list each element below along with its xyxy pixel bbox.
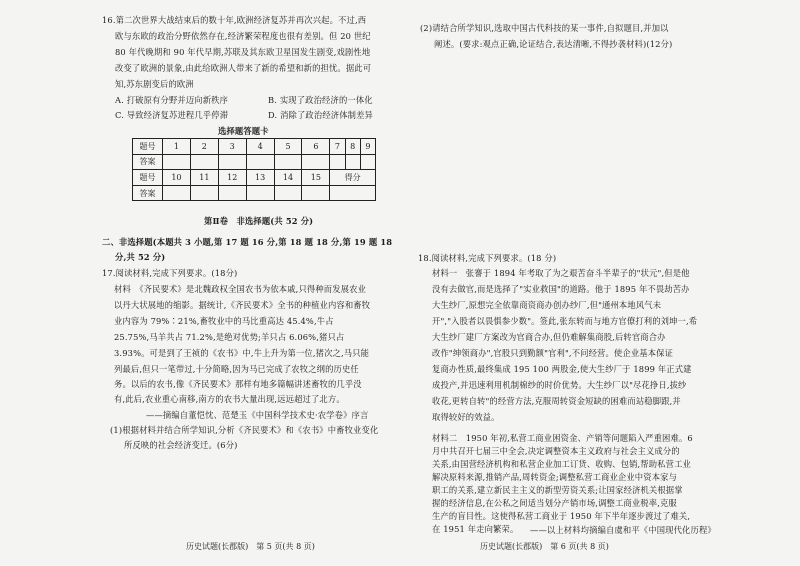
q17-material-line: 以丹大状展地的缩影。据统计,《齐民要术》全书的种植业内容和畜牧 — [114, 300, 371, 310]
table-cell: 7 — [330, 139, 345, 155]
q16-option-a[interactable]: A. 打破原有分野并迈向新秩序 — [115, 95, 229, 105]
table-cell: 13 — [246, 170, 274, 186]
q17-material-line: 列最后,但只一笔带过,十分简略,因为马已完成了农牧之纲的历史任 — [114, 364, 359, 374]
q18-material-1-line: 复商办性质,最终集成 195 100 两股金,使大生纱厂于 1899 年正式建 — [432, 364, 692, 374]
table-cell: 题号 — [133, 139, 163, 155]
q18-material-2-line: 职工的关系,建立新民主主义的新型劳资关系;让国家经济机关根据掌 — [432, 485, 683, 495]
q17-title: 17.阅读材料,完成下列要求。(18分) — [102, 268, 238, 278]
answer-cell[interactable] — [274, 185, 302, 201]
answer-table — [132, 138, 376, 201]
q17-requirement-1: (1)根据材料并结合所学知识,分析《齐民要术》和《农书》中畜牧业变化 — [110, 425, 379, 435]
table-cell: 10 — [163, 170, 191, 186]
answer-cell[interactable] — [246, 185, 274, 201]
score-cell: 得分 — [330, 170, 376, 186]
answer-cell[interactable] — [163, 185, 191, 201]
score-value-cell[interactable] — [330, 185, 376, 201]
answer-cell[interactable] — [274, 154, 302, 170]
table-cell: 8 — [345, 139, 360, 155]
section-2-title: 第Ⅱ卷 非选择题(共 52 分) — [204, 216, 314, 226]
section-2-instructions: 分,共 52 分) — [115, 252, 166, 262]
answer-cell[interactable] — [218, 185, 246, 201]
answer-cell[interactable] — [345, 154, 360, 170]
section-2-instructions: 二、非选择题(本题共 3 小题,第 17 题 16 分,第 18 题 18 分,第 19 题 18 — [102, 237, 393, 247]
q16-option-d[interactable]: D. 消除了政治经济体制差异 — [268, 110, 373, 120]
q16-option-b[interactable]: B. 实现了政治经济的一体化 — [268, 95, 373, 105]
q16-stem-line: 知,苏东剧变后的欧洲 — [115, 79, 194, 89]
q17-requirement-1: 所反映的社会经济变迁。(6分) — [124, 440, 238, 450]
table-row — [133, 185, 376, 201]
q17-material-line: 材料 《齐民要术》是北魏政权全国农书为依本戚,只得种而发展农业 — [114, 284, 367, 294]
page-footer: 历史试题(长郡版) 第 5 页(共 8 页) — [186, 542, 315, 551]
q16-stem-line: 80 年代晚期和 90 年代早期,苏联及其东欧卫星国发生剧变,戏剧性地 — [115, 47, 371, 57]
q18-material-2-line: 月中共召开七届三中全会,决定调整资本主义政府与社会主义成分的 — [432, 446, 680, 456]
page-footer: 历史试题(长郡版) 第 6 页(共 8 页) — [480, 542, 609, 551]
table-cell: 11 — [190, 170, 218, 186]
q18-material-1-line: 大生纱厂建厂方案改为官商合办,但仍难解集商股,后转官商合办 — [432, 332, 666, 342]
q18-material-1-line: 取得较好的效益。 — [432, 412, 500, 422]
table-row — [133, 154, 376, 170]
q17-material-line: 25.75%,马羊共占 71.2%,是绝对优势;羊只占 6.06%,猪只占 — [114, 332, 345, 342]
answer-cell[interactable] — [302, 154, 330, 170]
q17-source: ——摘编自董恺忱、范楚玉《中国科学技术史·农学卷》序言 — [146, 410, 369, 420]
table-cell: 5 — [274, 139, 302, 155]
q18-material-1-line: 没有去做官,而是选择了"实业救国"的道路。他于 1895 年不畏劫苦办 — [432, 284, 690, 294]
q17-material-line: 业内容为 79%∶21%,畜牧业中的马比重高达 45.4%,牛占 — [114, 316, 334, 326]
q17-requirement-2: 阐述。(要求:观点正确,论证结合,表达清晰,不得抄袭材料)(12分) — [434, 39, 673, 49]
q18-material-2-line: 关系,由国营经济机构和私营企业加工订货、收购、包销,帮助私营工业 — [432, 459, 691, 469]
q17-requirement-2: (2)请结合所学知识,选取中国古代科技的某一事件,自拟题目,并加以 — [420, 23, 669, 33]
q18-material-1-line: 开","入股者以畏惧参少数"。签此,张东转而与地方官僚打利的刘坤一,希 — [432, 316, 698, 326]
answer-cell[interactable] — [360, 154, 375, 170]
q18-material-1-line: 材料一 张謇于 1894 年考取了为之艰苦奋斗半辈子的"状元",但是他 — [432, 268, 690, 278]
answer-card-title: 选择题答题卡 — [218, 126, 269, 136]
q16-option-c[interactable]: C. 导致经济复苏进程几乎停滞 — [115, 110, 229, 120]
q18-material-2-line: 解决原料来源,推销产品,周转资金;调整私营工商业企业中资本家与 — [432, 472, 678, 482]
table-cell: 6 — [302, 139, 330, 155]
table-cell: 15 — [302, 170, 330, 186]
q16-stem-line: 16.第二次世界大战结束后的数十年,欧洲经济复苏并再次兴起。不过,西 — [102, 15, 367, 25]
table-row — [133, 170, 376, 186]
q17-material-line: 3.93%。可是到了王祯的《农书》中,牛上升为第一位,猪次之,马只能 — [114, 348, 370, 358]
q18-source: ——以上材料均摘编自虞和平《中国现代化历程》 — [530, 525, 716, 535]
table-cell: 3 — [218, 139, 246, 155]
q18-material-1-line: 大生纱厂,原想完全依靠商资商办创办纱厂,但"通州本地风气未 — [432, 300, 662, 310]
answer-cell[interactable] — [330, 154, 345, 170]
table-row — [133, 139, 376, 155]
table-cell: 2 — [190, 139, 218, 155]
table-cell: 题号 — [133, 170, 163, 186]
table-cell: 答案 — [133, 154, 163, 170]
q16-stem-line: 改变了欧洲的景象,由此给欧洲人带来了新的希望和新的担忧。据此可 — [115, 63, 372, 73]
q18-material-1-line: 收花,更转自转"的经营方法,克服周转资金短缺的困难而站稳脚跟,并 — [432, 396, 681, 406]
q18-material-2-line: 生产的盲目性。这使得私营工商业于 1950 年下半年逐步渡过了难关, — [432, 511, 691, 521]
q18-material-2-line: 材料二 1950 年初,私营工商业困资金、产销等问题陷入严重困难。6 — [432, 433, 693, 443]
answer-cell[interactable] — [302, 185, 330, 201]
answer-cell[interactable] — [190, 154, 218, 170]
answer-cell[interactable] — [163, 154, 191, 170]
q18-material-1-line: 成投产,并迅速利用机制棉纱的时价优势。大生纱厂以"尽花挣日,拔纱 — [432, 380, 687, 390]
table-cell: 9 — [360, 139, 375, 155]
table-cell: 14 — [274, 170, 302, 186]
q18-material-1-line: 改作"绅领商办",官股只到勤额"官利",不问经营。使企业基本保证 — [432, 348, 674, 358]
table-cell: 1 — [163, 139, 191, 155]
answer-cell[interactable] — [190, 185, 218, 201]
table-cell: 4 — [246, 139, 274, 155]
q18-material-2-line: 在 1951 年走向繁荣。 — [432, 524, 519, 534]
q17-material-line: 务。以后的农书,像《齐民要术》那样有地多篇幅讲述畜牧的几乎没 — [114, 379, 362, 389]
answer-cell[interactable] — [246, 154, 274, 170]
right-page — [400, 0, 800, 566]
q17-material-line: 有,此后,农业重心南移,南方的农书大量出现,远远超过了北方。 — [114, 394, 345, 404]
q18-material-2-line: 握的经济信息,在公私之间适当划分产销市场,调整工商业税率,克服 — [432, 498, 677, 508]
answer-cell[interactable] — [218, 154, 246, 170]
q18-title: 18.阅读材料,完成下列要求。(18 分) — [418, 253, 557, 263]
q16-stem-line: 欧与东欧的政治分野依然存在,经济繁荣程度也很有差别。但 20 世纪 — [115, 31, 371, 41]
table-cell: 答案 — [133, 185, 163, 201]
table-cell: 12 — [218, 170, 246, 186]
